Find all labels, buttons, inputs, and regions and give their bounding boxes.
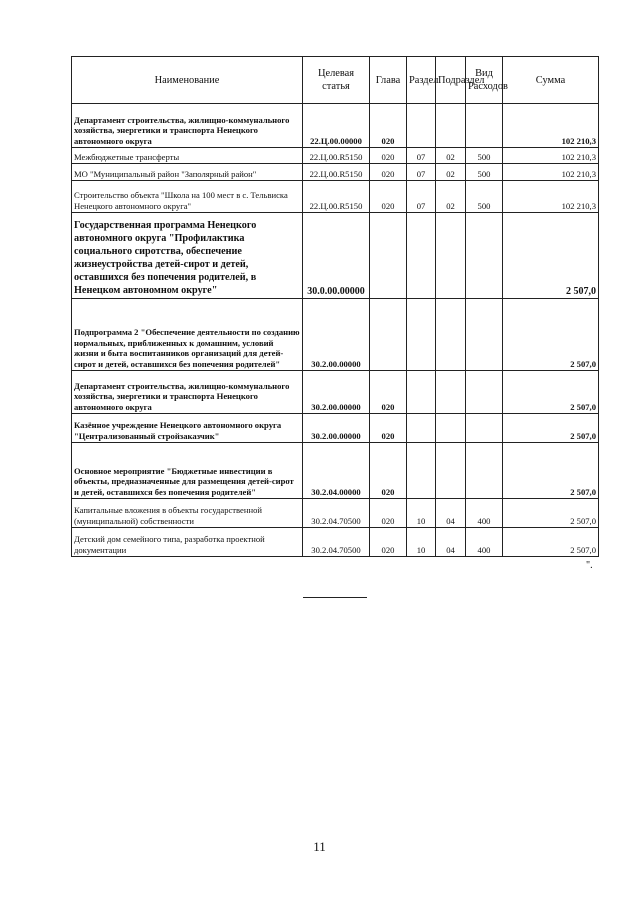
row-chapter: 020 xyxy=(370,499,407,528)
row-expense-type: 500 xyxy=(466,148,503,164)
budget-table xyxy=(71,56,599,557)
row-sum: 2 507,0 xyxy=(503,528,599,557)
row-expense-type xyxy=(466,443,503,499)
row-name: Строительство объекта "Школа на 100 мест в с. Тельвиска Ненецкого автономного округа" xyxy=(72,181,303,213)
row-chapter xyxy=(370,213,407,299)
table-row xyxy=(72,443,599,499)
table-row xyxy=(72,499,599,528)
row-section xyxy=(407,371,436,414)
table-row xyxy=(72,213,599,299)
row-chapter: 020 xyxy=(370,528,407,557)
row-sum: 2 507,0 xyxy=(503,371,599,414)
row-chapter xyxy=(370,299,407,371)
row-expense-type: 400 xyxy=(466,499,503,528)
row-subsection: 02 xyxy=(436,164,466,181)
row-target: 30.2.00.00000 xyxy=(303,299,370,371)
row-subsection xyxy=(436,299,466,371)
row-sum: 102 210,3 xyxy=(503,148,599,164)
row-name: Государственная программа Ненецкого автономного округа "Профилактика социального сиротства, обеспечение жизнеустройства детей-сирот и детей, оставшихся без попечения родителей, в Ненецком автономном округе" xyxy=(72,213,303,299)
row-subsection: 02 xyxy=(436,148,466,164)
row-target: 22.Ц.00.R5150 xyxy=(303,181,370,213)
row-sum: 102 210,3 xyxy=(503,181,599,213)
header-subsection: Подраздел xyxy=(436,57,466,104)
row-target: 30.2.04.00000 xyxy=(303,443,370,499)
row-section xyxy=(407,299,436,371)
row-name: Межбюджетные трансферты xyxy=(72,148,303,164)
header-section: Раздел xyxy=(407,57,436,104)
table-row xyxy=(72,148,599,164)
header-expense-type: Вид Расходов xyxy=(466,57,503,104)
row-sum: 2 507,0 xyxy=(503,299,599,371)
table-header-row xyxy=(72,57,599,104)
row-section xyxy=(407,104,436,148)
row-name: МО "Муниципальный район "Заполярный район" xyxy=(72,164,303,181)
row-expense-type xyxy=(466,414,503,443)
row-section: 07 xyxy=(407,164,436,181)
row-sum: 102 210,3 xyxy=(503,164,599,181)
table-row xyxy=(72,371,599,414)
table-row xyxy=(72,164,599,181)
header-chapter: Глава xyxy=(370,57,407,104)
page-number: 11 xyxy=(313,839,326,854)
row-chapter: 020 xyxy=(370,371,407,414)
row-target: 22.Ц.00.R5150 xyxy=(303,148,370,164)
row-chapter: 020 xyxy=(370,414,407,443)
table-row xyxy=(72,181,599,213)
row-expense-type: 500 xyxy=(466,164,503,181)
row-sum: 2 507,0 xyxy=(503,443,599,499)
row-section xyxy=(407,414,436,443)
row-name: Капитальные вложения в объекты государственной (муниципальной) собственности xyxy=(72,499,303,528)
row-chapter: 020 xyxy=(370,443,407,499)
row-sum: 2 507,0 xyxy=(503,213,599,299)
table-row xyxy=(72,104,599,148)
row-name: Подпрограмма 2 "Обеспечение деятельности по созданию нормальных, приближенных к домашним, условий жизни и быта воспитанников организаций для детей-сирот и детей, оставшихся без попечения родителей" xyxy=(72,299,303,371)
row-section: 10 xyxy=(407,499,436,528)
row-name: Казённое учреждение Ненецкого автономного округа "Централизованный стройзаказчик" xyxy=(72,414,303,443)
header-sum: Сумма xyxy=(503,57,599,104)
table-row xyxy=(72,299,599,371)
row-subsection: 04 xyxy=(436,528,466,557)
row-subsection xyxy=(436,443,466,499)
row-target: 30.2.00.00000 xyxy=(303,371,370,414)
row-target: 30.0.00.00000 xyxy=(303,213,370,299)
header-name: Наименование xyxy=(72,57,303,104)
row-name: Основное мероприятие "Бюджетные инвестиции в объекты, предназначенные для размещения детей-сирот и детей, оставшихся без попечения родителей" xyxy=(72,443,303,499)
row-expense-type xyxy=(466,213,503,299)
row-target: 22.Ц.00.R5150 xyxy=(303,164,370,181)
row-expense-type xyxy=(466,371,503,414)
row-sum: 2 507,0 xyxy=(503,414,599,443)
row-chapter: 020 xyxy=(370,148,407,164)
row-expense-type xyxy=(466,104,503,148)
row-section: 07 xyxy=(407,148,436,164)
row-section: 07 xyxy=(407,181,436,213)
row-section xyxy=(407,443,436,499)
row-name: Детский дом семейного типа, разработка проектной документации xyxy=(72,528,303,557)
row-section xyxy=(407,213,436,299)
row-target: 30.2.04.70500 xyxy=(303,499,370,528)
separator-line xyxy=(303,597,367,598)
row-subsection xyxy=(436,213,466,299)
row-subsection: 02 xyxy=(436,181,466,213)
row-target: 30.2.04.70500 xyxy=(303,528,370,557)
row-section: 10 xyxy=(407,528,436,557)
row-subsection: 04 xyxy=(436,499,466,528)
row-target: 22.Ц.00.00000 xyxy=(303,104,370,148)
row-target: 30.2.00.00000 xyxy=(303,414,370,443)
row-expense-type xyxy=(466,299,503,371)
row-sum: 102 210,3 xyxy=(503,104,599,148)
row-chapter: 020 xyxy=(370,104,407,148)
row-chapter: 020 xyxy=(370,181,407,213)
row-expense-type: 500 xyxy=(466,181,503,213)
table-row xyxy=(72,528,599,557)
row-sum: 2 507,0 xyxy=(503,499,599,528)
row-subsection xyxy=(436,104,466,148)
header-target: Целевая статья xyxy=(303,57,370,104)
row-expense-type: 400 xyxy=(466,528,503,557)
table-row xyxy=(72,414,599,443)
row-subsection xyxy=(436,371,466,414)
row-chapter: 020 xyxy=(370,164,407,181)
row-subsection xyxy=(436,414,466,443)
row-name: Департамент строительства, жилищно-коммунального хозяйства, энергетики и транспорта Ненецкого автономного округа xyxy=(72,371,303,414)
row-name: Департамент строительства, жилищно-коммунального хозяйства, энергетики и транспорта Ненецкого автономного округа xyxy=(72,104,303,148)
closing-quote-mark: ". xyxy=(586,560,593,571)
